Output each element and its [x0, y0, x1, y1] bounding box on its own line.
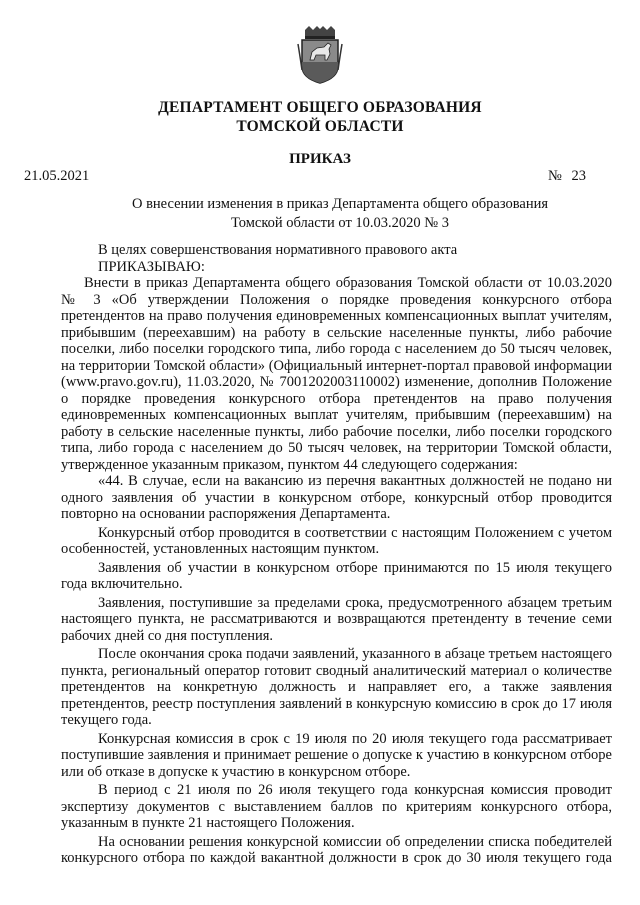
paragraph-selection: Конкурсный отбор проводится в соответствии с настоящим Положением с учетом особенностей, установленных настоящим пунктом. [61, 524, 612, 557]
paragraph-order: ПРИКАЗЫВАЮ: [98, 258, 205, 275]
paragraph-late-applications: Заявления, поступившие за пределами срока, предусмотренного абзацем третьим настоящего пункта, не рассматриваются и возвращаются претенденту в течение семи рабочих дней со дня поступления. [61, 594, 612, 644]
tomsk-coat-of-arms-icon [297, 26, 343, 84]
paragraph-commission: Конкурсная комиссия в срок с 19 июля по 20 июля текущего года рассматривает поступившие заявления и принимает решение о допуске к участию в конкурсном отборе или об отказе в допуске к участию в конкурсном отборе. [61, 730, 612, 780]
document-subject [120, 195, 560, 233]
document-body [61, 242, 612, 867]
paragraph-operator: После окончания срока подачи заявлений, указанного в абзаце третьем настоящего пункта, региональный оператор готовит сводный аналитический материал о количестве претендентов на конкретную должность и направляет его, а также заявления претендентов, реестр поступления заявлений в конкурсную комиссию в срок до 17 июля текущего года. [61, 646, 612, 728]
paragraph-winners: На основании решения конкурсной комиссии об определении списка победителей конкурсного отбора по каждой вакантной должности в срок до 30 июля текущего года [61, 833, 612, 866]
paragraph-44: «44. В случае, если на вакансию из перечня вакантных должностей не подано ни одного заявления об участии в конкурсном отборе, конкурсный отбор проводится повторно на основании распоряжения Департамента. [61, 473, 612, 522]
department-line-1: ДЕПАРТАМЕНТ ОБЩЕГО ОБРАЗОВАНИЯ [158, 99, 482, 116]
paragraph-intro: В целях совершенствования нормативного правового акта [98, 242, 458, 258]
document-type: ПРИКАЗ [289, 151, 351, 167]
department-line-2: ТОМСКОЙ ОБЛАСТИ [236, 118, 404, 135]
department-name [0, 98, 640, 136]
document-date: 21.05.2021 [24, 168, 90, 184]
subject-line-2: Томской области от 10.03.2020 № 3 [231, 215, 449, 231]
paragraph-applications: Заявления об участии в конкурсном отборе принимаются по 15 июля текущего года включительно. [61, 559, 612, 592]
subject-line-1: О внесении изменения в приказ Департамента общего образования [131, 196, 549, 212]
document-number: № 23 [548, 168, 586, 184]
paragraph-main: Внести в приказ Департамента общего образования Томской области от 10.03.2020 № 3 «Об утверждении Положения о порядке проведения конкурсного отбора претендентов на право получения единовременных компенсационных выплат учителям, прибывшим (переехавшим) на работу в сельские населенные пункты, либо рабочие поселки, либо поселки городского типа, либо города с населением до 50 тысяч человек, на территории Томской области» (Официальный интернет-портал правовой информации (www.pravo.gov.ru), 11.03.2020, № 7001202003110002) изменение, дополнив Положение о порядке проведения конкурсного отбора претендентов на право получения единовременных компенсационных выплат учителям, прибывшим (переехавшим) на работу в сельские населенные пункты, либо рабочие поселки, либо поселки городского типа, либо города с населением до 50 тысяч человек, на территории Томской области, утвержденное указанным приказом, пунктом 44 следующего содержания: [61, 275, 612, 473]
paragraph-expertise: В период с 21 июля по 26 июля текущего года конкурсная комиссия проводит экспертизу документов с выставлением баллов по критериям конкурсного отбора, указанным в пункте 21 настоящего Положения. [61, 782, 612, 831]
